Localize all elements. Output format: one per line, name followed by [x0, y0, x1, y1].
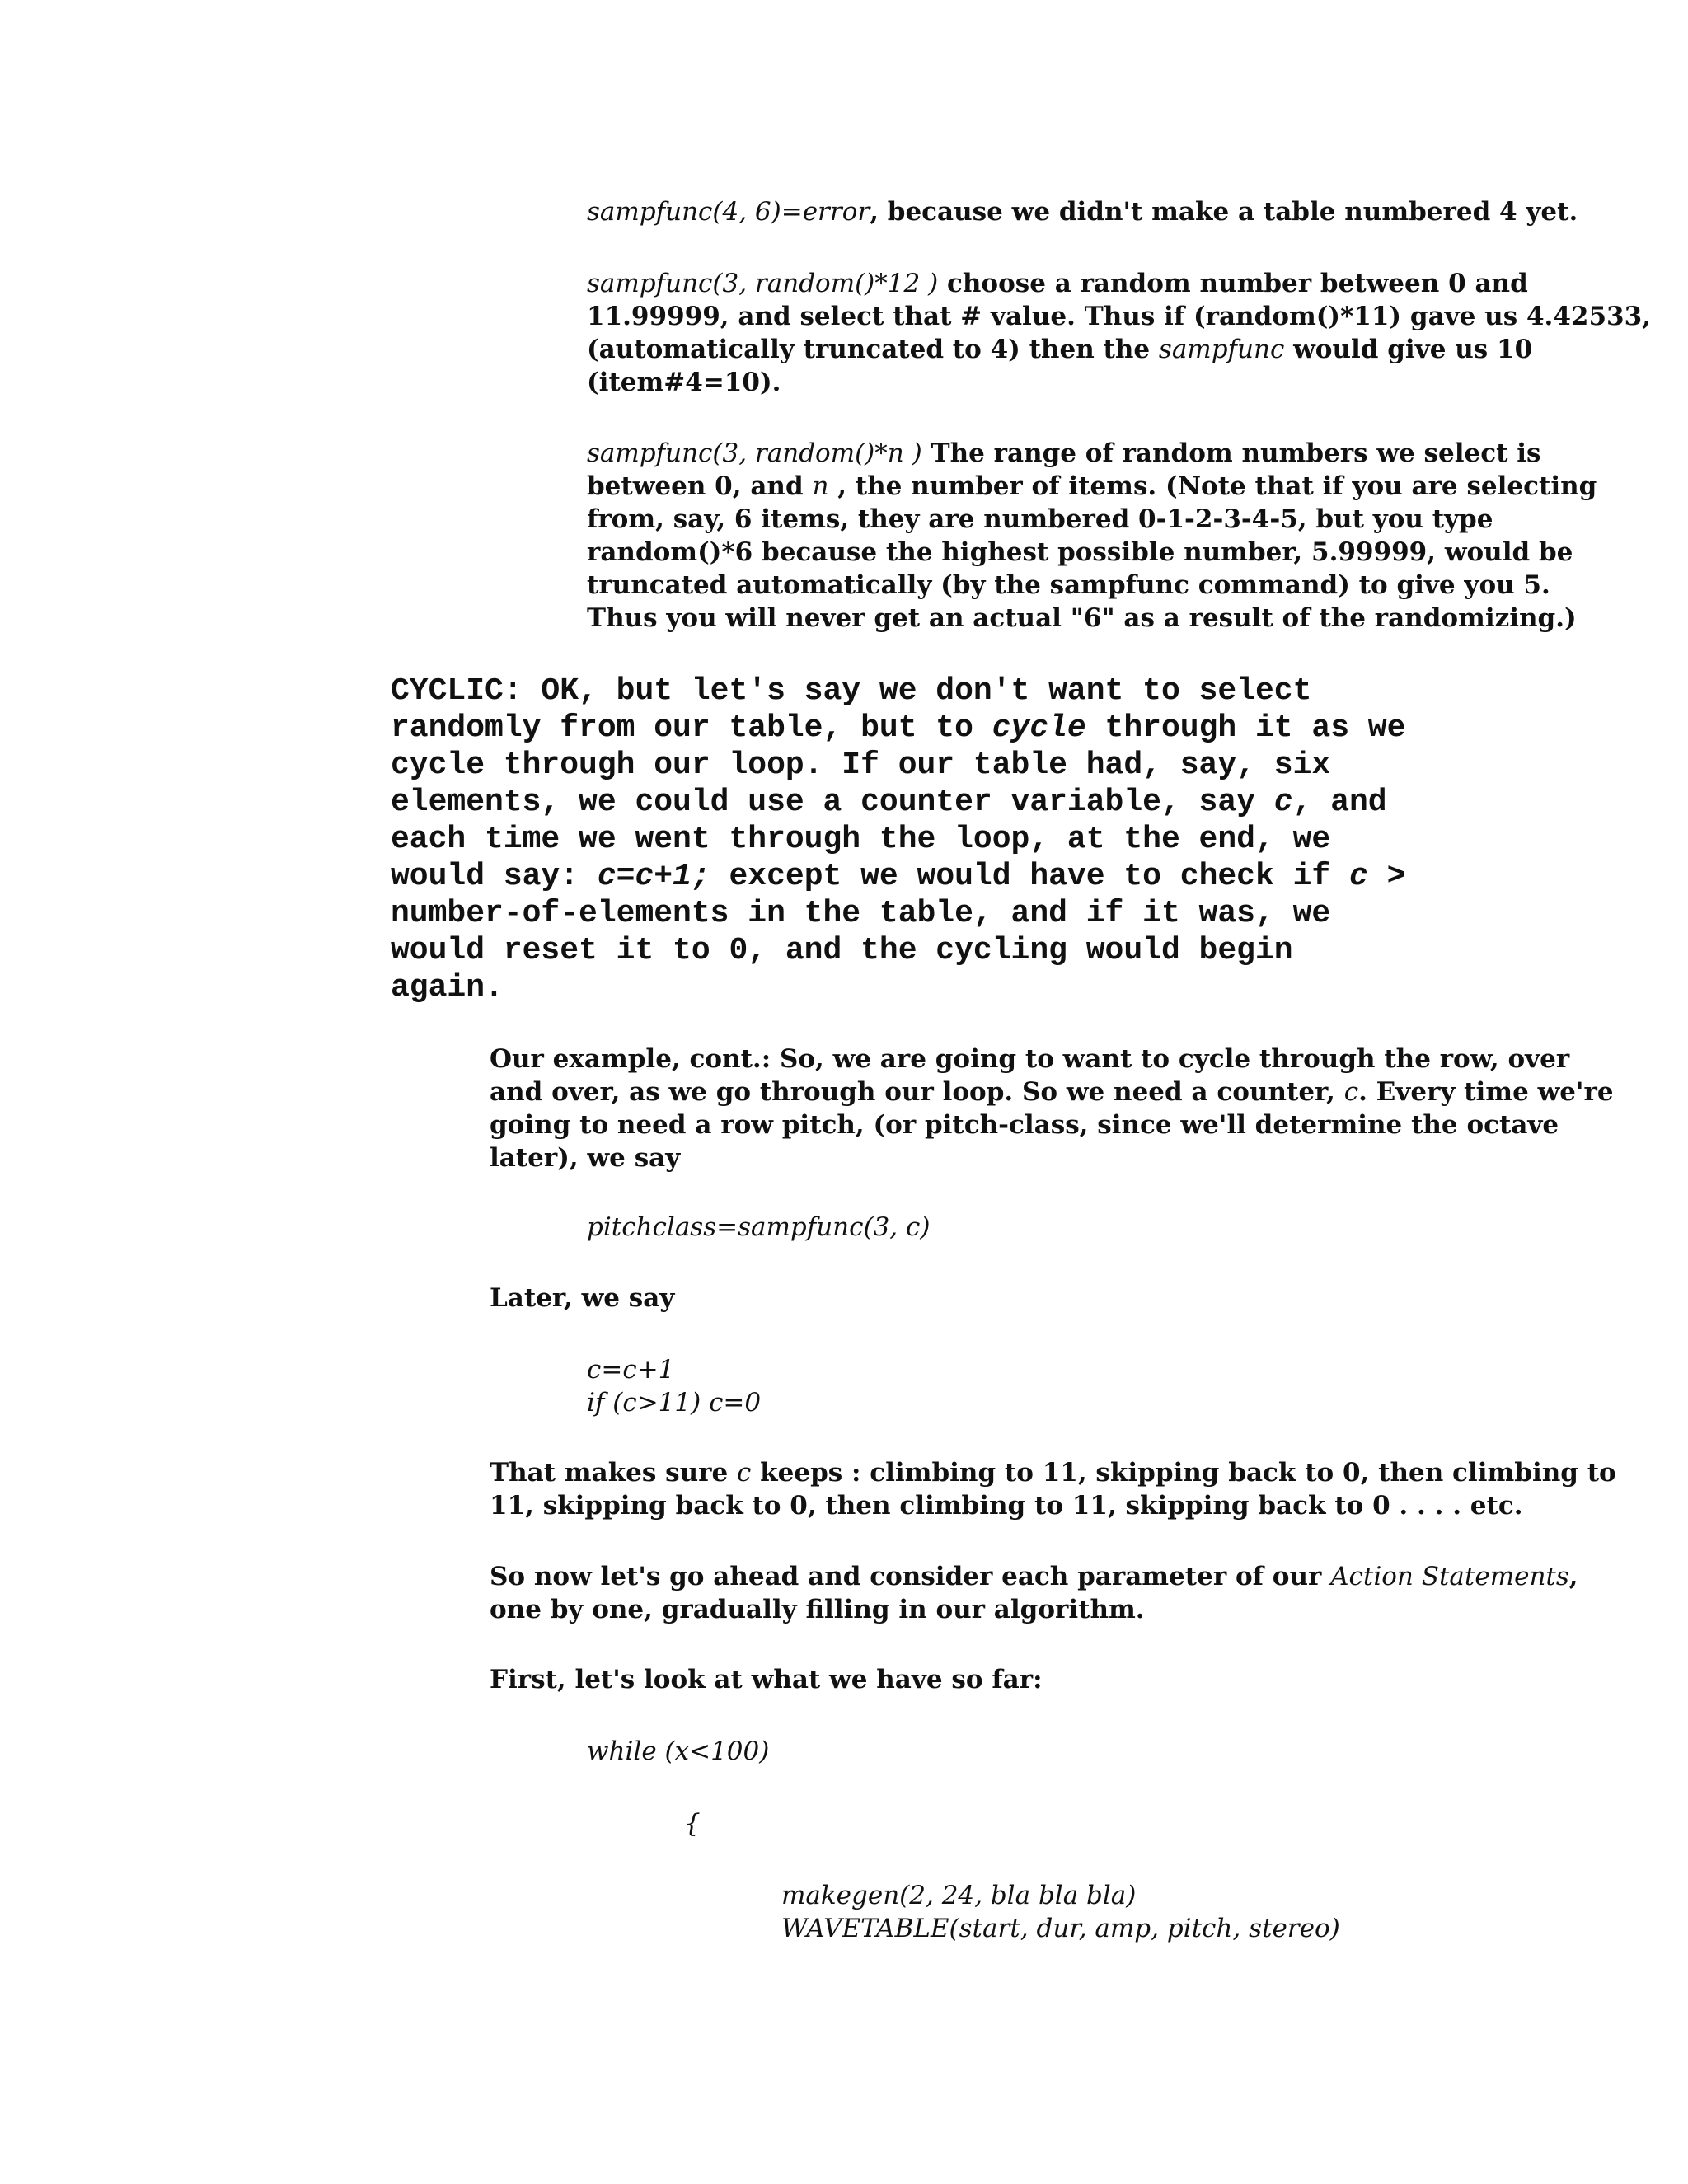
example-paragraph: [490, 1043, 1614, 1174]
var-c: c: [1343, 1077, 1359, 1107]
text-line: Our example, cont.: So, we are going to want to cycle through the row, over: [490, 1044, 1570, 1074]
text-line: one by one, gradually filling in our algorithm.: [490, 1595, 1145, 1624]
sampfunc-random12-paragraph: [587, 267, 1651, 399]
text-line: Thus you will never get an actual "6" as a result of the randomizing.): [587, 603, 1577, 633]
text-line: truncated automatically (by the sampfunc command) to give you 5.: [587, 570, 1550, 600]
text-line: 11, skipping back to 0, then climbing to 11, skipping back to 0 . . . . etc.: [490, 1491, 1523, 1521]
text-line: 11.99999, and select that # value. Thus if (random()*11) gave us 4.42533,: [587, 302, 1651, 331]
action-statements: Action Statements: [1330, 1562, 1569, 1591]
text: , and: [1292, 785, 1387, 820]
text-line: each time we went through the loop, at the end, we: [391, 822, 1331, 857]
text: , the number of items. (Note that if you are selecting: [828, 471, 1597, 501]
code-line: if (c>11) c=0: [587, 1388, 762, 1418]
first-text: First, let's look at what we have so far:: [490, 1665, 1043, 1694]
text: would say:: [391, 859, 598, 894]
code-while: while (x<100): [587, 1736, 770, 1766]
text: ,: [1568, 1562, 1578, 1591]
sampfunc-random-n-paragraph: [587, 437, 1597, 635]
text: >: [1367, 859, 1406, 894]
makes-sure-paragraph: [490, 1456, 1616, 1522]
text: (automatically truncated to 4) then the: [587, 335, 1159, 364]
text: That makes sure: [490, 1458, 737, 1488]
code-sampfunc-random12: sampfunc(3, random()*12 ): [587, 269, 939, 298]
text: elements, we could use a counter variable, say: [391, 785, 1274, 820]
sampfunc-error-paragraph: [587, 195, 1578, 228]
code-brace: {: [684, 1809, 701, 1839]
text-line: random()*6 because the highest possible number, 5.99999, would be: [587, 537, 1573, 567]
var-c: c: [1273, 785, 1293, 820]
text: . Every time we're: [1358, 1077, 1614, 1107]
text-line: again.: [391, 970, 504, 1005]
so-now-paragraph: [490, 1560, 1578, 1626]
text: would give us 10: [1284, 335, 1533, 364]
text: keeps : climbing to 11, skipping back to 0, then climbing to: [751, 1458, 1616, 1488]
cyclic-section: [391, 673, 1405, 1006]
text: through it as we: [1085, 710, 1406, 746]
code-counter: [587, 1353, 761, 1419]
code-increment: c=c+1;: [597, 859, 710, 894]
text-line: (item#4=10).: [587, 368, 781, 397]
text-line: CYCLIC: OK, but let's say we don't want to select: [391, 673, 1312, 709]
text-line: from, say, 6 items, they are numbered 0-1-2-3-4-5, but you type: [587, 504, 1493, 534]
code-makegen: makegen(2, 24, bla bla bla): [781, 1881, 1137, 1910]
code-sampfunc-random-n: sampfunc(3, random()*n ): [587, 438, 922, 468]
var-n: n: [812, 471, 829, 501]
code-sampfunc-4-6: sampfunc(4, 6)=error: [587, 197, 870, 227]
emphasis-cycle: cycle: [992, 710, 1086, 746]
code-pitchclass: pitchclass=sampfunc(3, c): [587, 1212, 931, 1242]
text-line: later), we say: [490, 1143, 681, 1173]
text: between 0, and: [587, 471, 813, 501]
code-line: c=c+1: [587, 1355, 675, 1385]
code-wavetable: WAVETABLE(start, dur, amp, pitch, stereo): [781, 1914, 1340, 1943]
var-c: c: [1349, 859, 1368, 894]
later-text: Later, we say: [490, 1283, 675, 1313]
text: except we would have to check if: [710, 859, 1349, 894]
text-line: number-of-elements in the table, and if it was, we: [391, 896, 1331, 931]
text: and over, as we go through our loop. So we need a counter,: [490, 1077, 1344, 1107]
text-line: going to need a row pitch, (or pitch-class, since we'll determine the octave: [490, 1110, 1559, 1140]
var-c: c: [736, 1458, 752, 1488]
text: The range of random numbers we select is: [921, 438, 1541, 468]
text: , because we didn't make a table numbered 4 yet.: [870, 197, 1578, 227]
text: choose a random number between 0 and: [938, 269, 1528, 298]
text-line: would reset it to 0, and the cycling would begin: [391, 933, 1293, 968]
code-sampfunc: sampfunc: [1158, 335, 1285, 364]
text: So now let's go ahead and consider each parameter of our: [490, 1562, 1331, 1591]
text: randomly from our table, but to: [391, 710, 992, 746]
text-line: cycle through our loop. If our table had, say, six: [391, 748, 1331, 783]
